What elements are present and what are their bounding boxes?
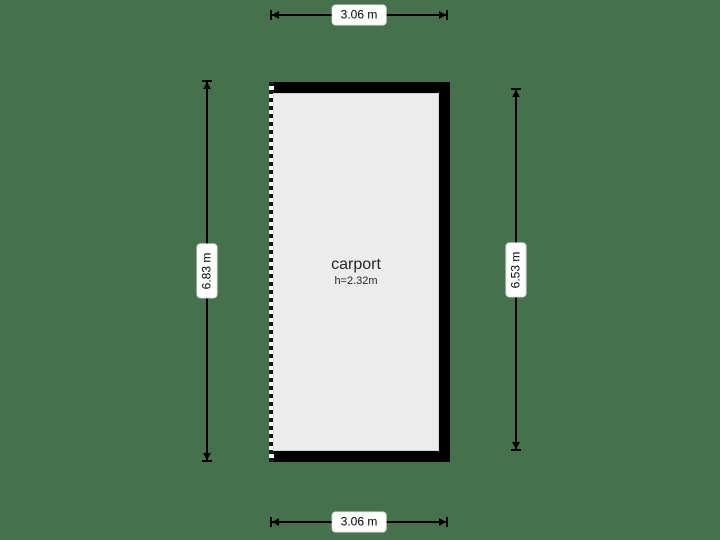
- wall-bottom: [270, 451, 450, 462]
- arrowhead-right-icon: [439, 11, 446, 19]
- arrowhead-left-icon: [272, 518, 279, 526]
- room-height-label: h=2.32m: [334, 275, 378, 288]
- room-name-label: carport: [331, 255, 381, 273]
- dimension-endbar: [511, 449, 521, 451]
- arrowhead-down-icon: [512, 442, 520, 449]
- carport-floor: [273, 93, 439, 451]
- dimension-bottom-label: 3.06 m: [332, 512, 387, 533]
- wall-top: [270, 82, 450, 93]
- arrowhead-down-icon: [203, 453, 211, 460]
- arrowhead-up-icon: [203, 82, 211, 89]
- arrowhead-left-icon: [272, 11, 279, 19]
- dimension-top-label: 3.06 m: [332, 5, 387, 26]
- dimension-endbar: [202, 460, 212, 462]
- wall-right: [439, 82, 450, 462]
- dimension-endbar: [446, 10, 448, 20]
- arrowhead-up-icon: [512, 90, 520, 97]
- arrowhead-right-icon: [439, 518, 446, 526]
- dimension-endbar: [446, 517, 448, 527]
- dimension-right-label: 6.53 m: [506, 242, 527, 297]
- dimension-left-label: 6.83 m: [197, 244, 218, 299]
